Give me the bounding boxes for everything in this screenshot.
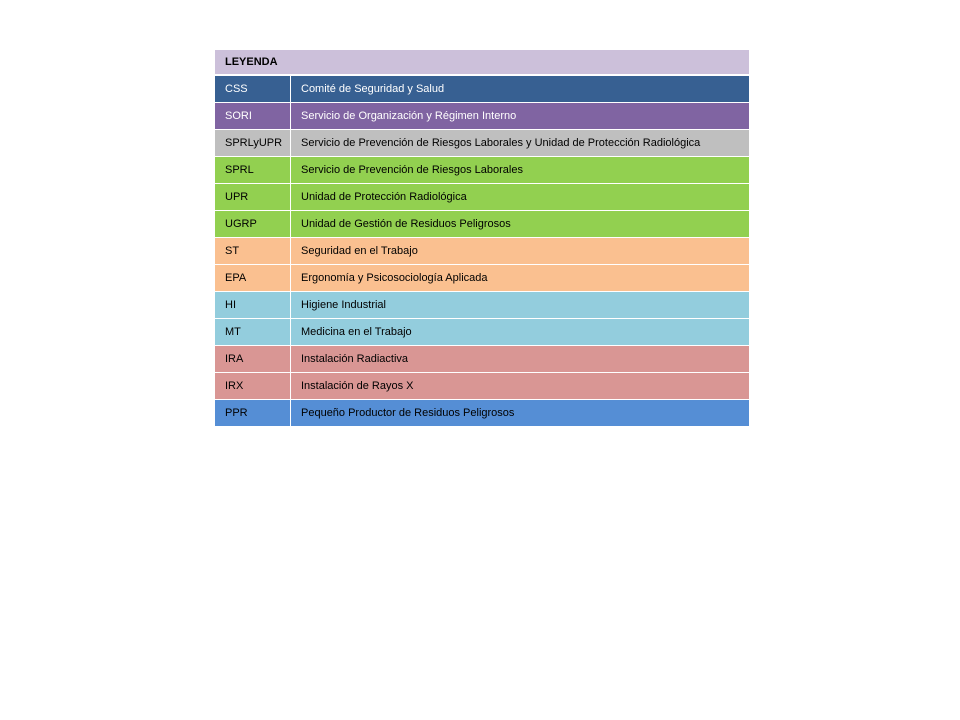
legend-row-ppr [215, 400, 749, 427]
legend-row-ugrp [215, 211, 749, 238]
legend-row-irx [215, 373, 749, 400]
legend-abbr: IRA [215, 346, 291, 372]
legend-abbr: SORI [215, 103, 291, 129]
legend-abbr: PPR [215, 400, 291, 426]
legend-description: Seguridad en el Trabajo [301, 245, 418, 257]
legend-description: Instalación Radiactiva [301, 353, 409, 365]
legend-description: Unidad de Gestión de Residuos Peligrosos [301, 218, 511, 230]
legend-abbr: ST [215, 238, 291, 264]
legend-row-st [215, 238, 749, 265]
legend-row-ira [215, 346, 749, 373]
legend-description: Ergonomía y Psicosociología Aplicada [301, 272, 488, 284]
legend-abbr: UGRP [215, 211, 291, 237]
legend-abbr: CSS [215, 76, 291, 102]
legend-table [215, 50, 749, 427]
legend-abbr: MT [215, 319, 291, 345]
legend-description: Comité de Seguridad y Salud [301, 83, 445, 95]
legend-abbr: SPRLyUPR [215, 130, 291, 156]
legend-row-sori [215, 103, 749, 130]
legend-description: Higiene Industrial [301, 299, 386, 311]
legend-description: Instalación de Rayos X [301, 380, 414, 392]
legend-abbr: HI [215, 292, 291, 318]
legend-description: Medicina en el Trabajo [301, 326, 412, 338]
legend-description: Unidad de Protección Radiológica [301, 191, 467, 203]
legend-row-hi [215, 292, 749, 319]
legend-title: LEYENDA [215, 50, 749, 76]
legend-row-sprl [215, 157, 749, 184]
legend-description: Servicio de Organización y Régimen Interno [301, 110, 517, 122]
legend-row-upr [215, 184, 749, 211]
legend-row-css [215, 76, 749, 103]
legend-abbr: IRX [215, 373, 291, 399]
legend-description: Servicio de Prevención de Riesgos Laborales [301, 164, 523, 176]
legend-row-epa [215, 265, 749, 292]
legend-row-sprlyupr [215, 130, 749, 157]
legend-abbr: SPRL [215, 157, 291, 183]
legend-rows [215, 76, 749, 427]
legend-row-mt [215, 319, 749, 346]
legend-description: Servicio de Prevención de Riesgos Laborales y Unidad de Protección Radiológica [301, 137, 701, 149]
legend-description: Pequeño Productor de Residuos Peligrosos [301, 407, 515, 419]
legend-abbr: UPR [215, 184, 291, 210]
legend-abbr: EPA [215, 265, 291, 291]
